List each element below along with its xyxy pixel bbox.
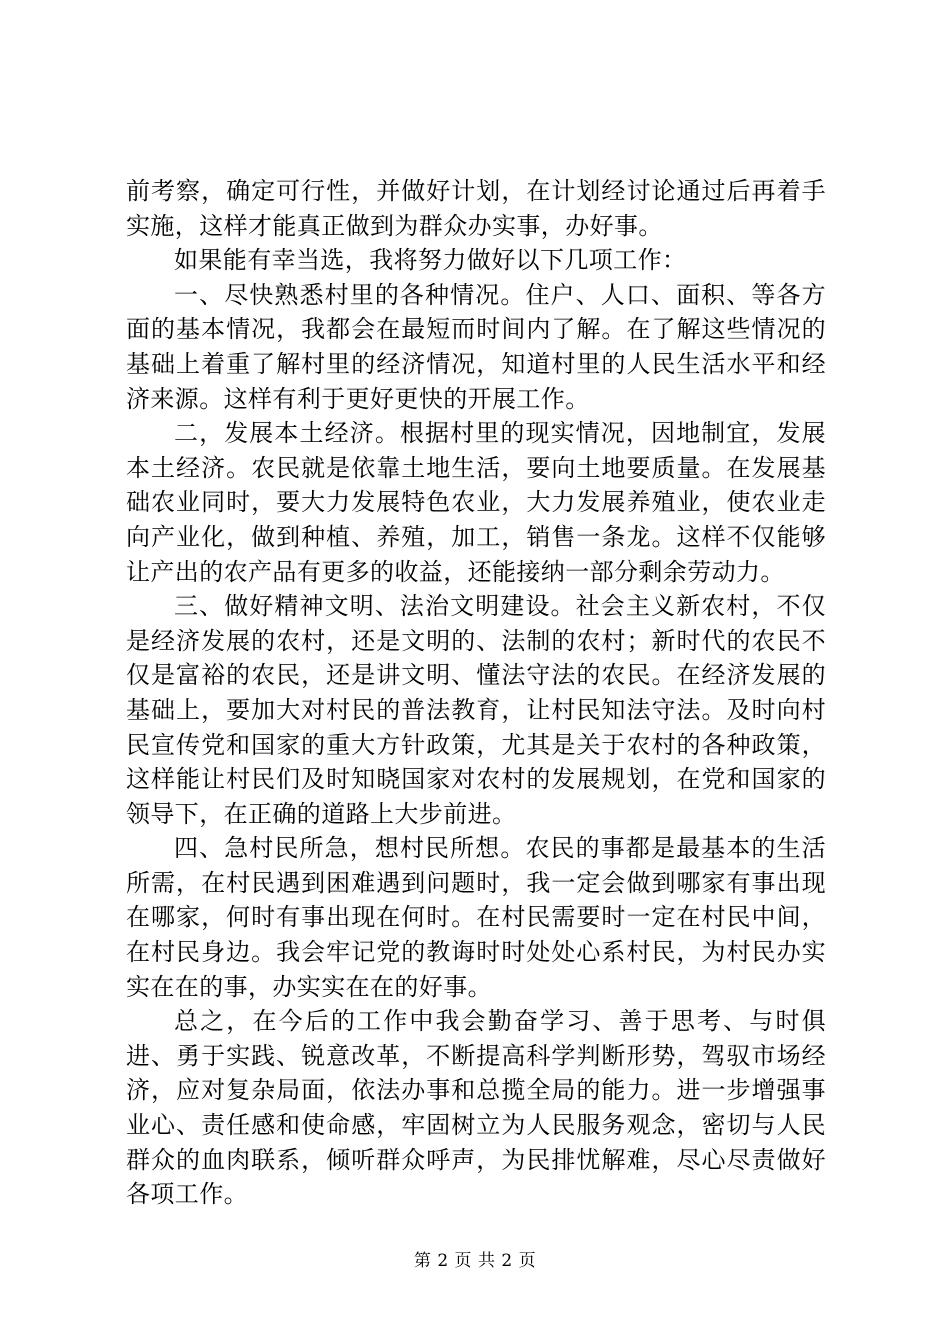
paragraph-1: 前考察，确定可行性，并做好计划，在计划经讨论通过后再着手实施，这样才能真正做到为群众办实事，办好事。 — [126, 177, 826, 240]
paragraph-2: 如果能有幸当选，我将努力做好以下几项工作： — [174, 246, 687, 275]
paragraph-4: 二，发展本土经济。根据村里的现实情况，因地制宜，发展本土经济。农民就是依靠土地生活，要向土地要质量。在发展基础农业同时，要大力发展特色农业，大力发展养殖业，使农业走向产业化，做到种植、养殖，加工，销售一条龙。这样不仅能够让产出的农产品有更多的收益，还能接纳一部分剩余劳动力。 — [126, 419, 826, 586]
document-body — [126, 174, 826, 1212]
paragraph-7: 总之，在今后的工作中我会勤奋学习、善于思考、与时俱进、勇于实践、锐意改革，不断提高科学判断形势，驾驭市场经济，应对复杂局面，依法办事和总揽全局的能力。进一步增强事业心、责任感和使命感，牢固树立为人民服务观念，密切与人民群众的血肉联系，倾听群众呼声，为民排忧解难，尽心尽责做好各项工作。 — [126, 1007, 826, 1209]
paragraph-5: 三、做好精神文明、法治文明建设。社会主义新农村，不仅是经济发展的农村，还是文明的、法制的农村；新时代的农民不仅是富裕的农民，还是讲文明、懂法守法的农民。在经济发展的基础上，要加大对村民的普法教育，让村民知法守法。及时向村民宣传党和国家的重大方针政策，尤其是关于农村的各种政策，这样能让村民们及时知晓国家对农村的发展规划，在党和国家的领导下，在正确的道路上大步前进。 — [126, 592, 826, 828]
page-footer: 第 2 页 共 2 页 — [413, 1251, 537, 1271]
paragraph-6: 四、急村民所急，想村民所想。农民的事都是最基本的生活所需，在村民遇到困难遇到问题时，我一定会做到哪家有事出现在哪家，何时有事出现在何时。在村民需要时一定在村民中间，在村民身边。我会牢记党的教诲时时处处心系村民，为村民办实实在在的事，办实实在在的好事。 — [126, 834, 826, 1001]
paragraph-3: 一、尽快熟悉村里的各种情况。住户、人口、面积、等各方面的基本情况，我都会在最短而时间内了解。在了解这些情况的基础上着重了解村里的经济情况，知道村里的人民生活水平和经济来源。这样有利于更好更快的开展工作。 — [126, 280, 826, 413]
